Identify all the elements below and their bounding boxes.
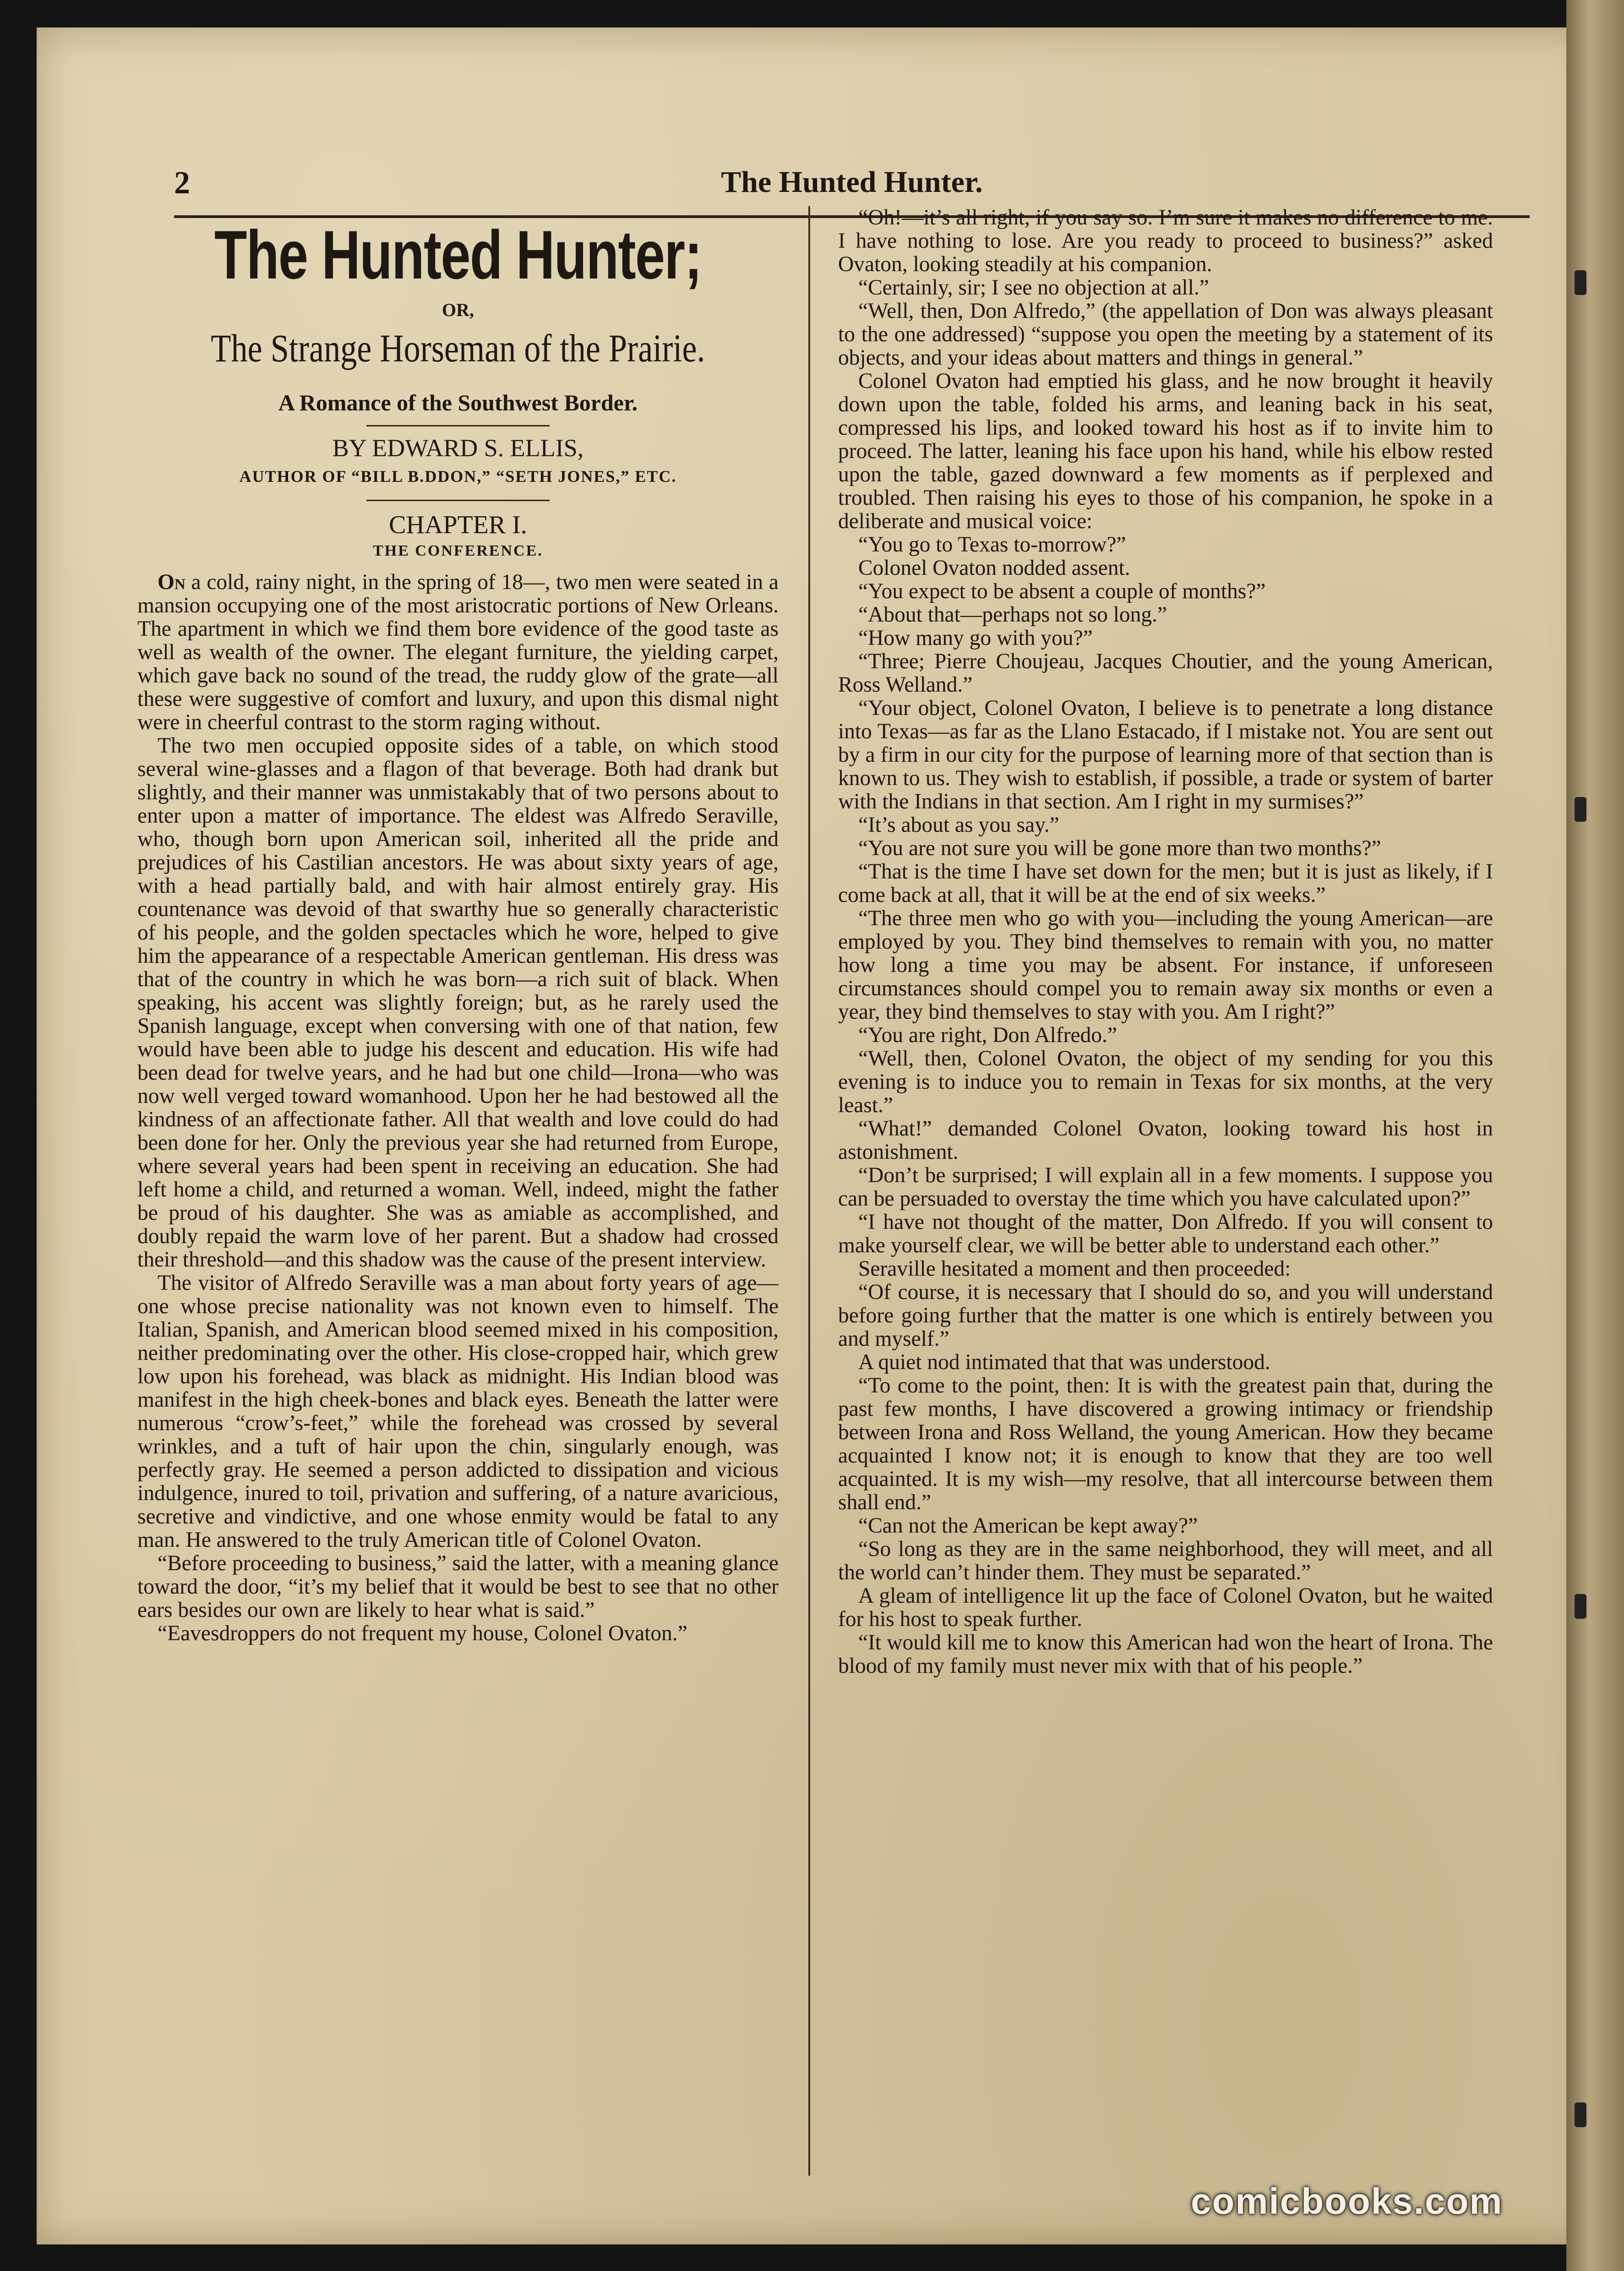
binding-stitch xyxy=(1575,1594,1586,1619)
column-rule xyxy=(808,206,810,2176)
paragraph-text: a cold, rainy night, in the spring of 18—, two men were seated in a mansion occupying one of the most aristocratic portions of New Orleans. The apartment in which we find them bore evidence of the good taste as well as wealth of the owner. The elegant furniture, the yielding carpet, which gave back no sound of the tread, the ruddy glow of the grate—all these were suggestive of comfort and luxury, and upon this dismal night were in cheerful contrast to the storm raging without. xyxy=(137,570,779,734)
paragraph: “It would kill me to know this American had won the heart of Irona. The blood of my family must never mix with that of his people.” xyxy=(838,1631,1493,1678)
paragraph: “Well, then, Colonel Ovaton, the object of my sending for you this evening is to induce you to remain in Texas for six months, at the very least.” xyxy=(838,1047,1493,1117)
story-tagline: A Romance of the Southwest Border. xyxy=(278,390,638,415)
paragraph: “Three; Pierre Choujeau, Jacques Choutier, and the young American, Ross Welland.” xyxy=(838,650,1493,697)
paragraph xyxy=(137,571,779,734)
paragraph: The visitor of Alfredo Seraville was a man about forty years of age—one whose precise nationality was not known even to himself. The Italian, Spanish, and American blood seemed mixed in his composition, neither predominating over the other. His close-cropped hair, which grew low upon his forehead, was black as midnight. His Indian blood was manifest in the high cheek-bones and black eyes. Beneath the latter were numerous “crow’s-feet,” while the forehead was crossed by several wrinkles, and a tuft of hair upon the chin, singularly enough, was perfectly gray. He seemed a person addicted to dissipation and vicious indulgence, inured to toil, privation and suffering, of a nature avaricious, secretive and vindictive, and one whose enmity would be fatal to any man. He answered to the truly American title of Colonel Ovaton. xyxy=(137,1271,779,1552)
paragraph: “About that—perhaps not so long.” xyxy=(858,603,1167,627)
paragraph: “Before proceeding to business,” said the latter, with a meaning glance toward the door, “it’s my belief that it would be best to see that no other ears besides our own are likely to hear what is said.” xyxy=(137,1551,779,1622)
paragraph: “Of course, it is necessary that I should do so, and you will understand before going further that the matter is one which is entirely between you and myself.” xyxy=(838,1280,1493,1351)
paragraph: “Well, then, Don Alfredo,” (the appellation of Don was always pleasant to the one addressed) “suppose you open the meeting by a statement of its objects, and your ideas about matters and things in general.” xyxy=(838,299,1493,370)
paragraph: Colonel Ovaton nodded assent. xyxy=(858,556,1130,580)
chapter-title: THE CONFERENCE. xyxy=(373,542,543,559)
story-subtitle: The Strange Horseman of the Prairie. xyxy=(211,326,705,370)
paragraph: “Oh!—it’s all right, if you say so. I’m sure it makes no difference to me. I have nothing to lose. Are you ready to proceed to business?” asked Ovaton, looking steadily at his companion. xyxy=(838,206,1493,276)
page-number: 2 xyxy=(174,165,190,201)
left-column xyxy=(137,206,779,2180)
running-title: The Hunted Hunter. xyxy=(721,165,983,199)
paragraph: “You expect to be absent a couple of months?” xyxy=(858,579,1266,603)
divider xyxy=(366,500,550,501)
paragraph: Seraville hesitated a moment and then proceeded: xyxy=(858,1257,1291,1281)
paragraph: The two men occupied opposite sides of a table, on which stood several wine-glasses and a flagon of that beverage. Both had drank but slightly, and their manner was unmistakably that of two persons about to enter upon a matter of importance. The eldest was Alfredo Seraville, who, though born upon American soil, inherited all the pride and prejudices of his Castilian ancestors. He was about sixty years of age, with a head partially bald, and with hair almost entirely gray. His countenance was devoid of that swarthy hue so generally characteristic of his people, and the golden spectacles which he wore, helped to give him the appearance of a respectable American gentleman. His dress was that of the country in which he was born—a rich suit of black. When speaking, his accent was slightly foreign; but, as he rarely used the Spanish language, except when conversing with one of that nation, few would have been able to judge his descent and education. His wife had been dead for twelve years, and he had but one child—Irona—who was now well verged toward womanhood. Upon her he had bestowed all the kindness of an affectionate father. All that wealth and love could do had been done for her. Only the previous year she had returned from Europe, where several years had been spent in receiving an education. She had left home a child, and returned a woman. Well, indeed, might the father be proud of his daughter. She was as amiable as accomplished, and doubly repaid the warm love of her parent. But a shadow had crossed their threshold—and this shadow was the cause of the present interview. xyxy=(137,734,779,1272)
divider xyxy=(366,425,550,426)
paragraph: “How many go with you?” xyxy=(858,626,1093,650)
title-or: OR, xyxy=(442,300,474,320)
paragraph: “That is the time I have set down for the men; but it is just as likely, if I come back at all, that it will be at the end of six weeks.” xyxy=(838,860,1493,907)
byline: BY EDWARD S. ELLIS, xyxy=(332,434,584,462)
paragraph: “The three men who go with you—including the young American—are employed by you. They bind themselves to remain with you, no matter how long a time you may be absent. For instance, if unforeseen circumstances should compel you to remain away six months or even a year, they bind themselves to stay with you. Am I right?” xyxy=(838,906,1493,1024)
paragraph: Colonel Ovaton had emptied his glass, and he now brought it heavily down upon the table, folded his arms, and leaning back in his seat, compressed his lips, and looked toward his host as if to invite him to proceed. The latter, leaning his face upon his hand, while his elbow rested upon the table, gazed downward a few moments as if perplexed and troubled. Then raising his eyes to those of his companion, he spoke in a deliberate and musical voice: xyxy=(838,369,1493,533)
paragraph: A gleam of intelligence lit up the face of Colonel Ovaton, but he waited for his host to speak further. xyxy=(838,1584,1493,1631)
paragraph: “You are right, Don Alfredo.” xyxy=(858,1023,1117,1047)
binding-stitch xyxy=(1575,797,1586,822)
binding-stitch xyxy=(1575,2102,1586,2127)
binding-stitch xyxy=(1575,270,1586,295)
paragraph: A quiet nod intimated that that was understood. xyxy=(858,1350,1270,1374)
story-title: The Hunted Hunter; xyxy=(214,216,702,293)
right-column xyxy=(838,206,1493,2180)
paragraph: “It’s about as you say.” xyxy=(858,813,1059,837)
paragraph: “You go to Texas to-morrow?” xyxy=(858,533,1126,557)
author-credits: AUTHOR OF “BILL B.DDON,” “SETH JONES,” ETC. xyxy=(239,467,677,486)
drop-lead: On xyxy=(158,570,185,594)
paragraph: “You are not sure you will be gone more than two months?” xyxy=(858,836,1381,860)
paragraph: “I have not thought of the matter, Don Alfredo. If you will consent to make yourself clear, we will be better able to understand each other.” xyxy=(838,1210,1493,1257)
paragraph: “To come to the point, then: It is with the greatest pain that, during the past few months, I have discovered a growing intimacy or friendship between Irona and Ross Welland, the young American. How they became acquainted I know not; it is enough to know that they are too well acquainted. It is my wish—my resolve, that all intercourse between them shall end.” xyxy=(838,1374,1493,1514)
paragraph: “Can not the American be kept away?” xyxy=(858,1514,1198,1538)
paragraph: “So long as they are in the same neighborhood, they will meet, and all the world can’t hinder them. They must be separated.” xyxy=(838,1537,1493,1584)
chapter-heading: CHAPTER I. xyxy=(389,511,527,539)
paragraph: “Don’t be surprised; I will explain all in a few moments. I suppose you can be persuaded to overstay the time which you have calculated upon?” xyxy=(838,1163,1493,1211)
paragraph: “What!” demanded Colonel Ovaton, looking toward his host in astonishment. xyxy=(838,1117,1493,1164)
site-watermark: comicbooks.com xyxy=(1191,2181,1503,2222)
book-binding xyxy=(1566,0,1624,2271)
paragraph: “Certainly, sir; I see no objection at all.” xyxy=(858,276,1209,300)
paragraph: “Eavesdroppers do not frequent my house, Colonel Ovaton.” xyxy=(158,1621,687,1645)
paragraph: “Your object, Colonel Ovaton, I believe is to penetrate a long distance into Texas—as far as the Llano Estacado, if I mistake not. You are sent out by a firm in our city for the purpose of learning more of that section than is known to us. They wish to establish, if possible, a trade or system of barter with the Indians in that section. Am I right in my surmises?” xyxy=(838,696,1493,813)
